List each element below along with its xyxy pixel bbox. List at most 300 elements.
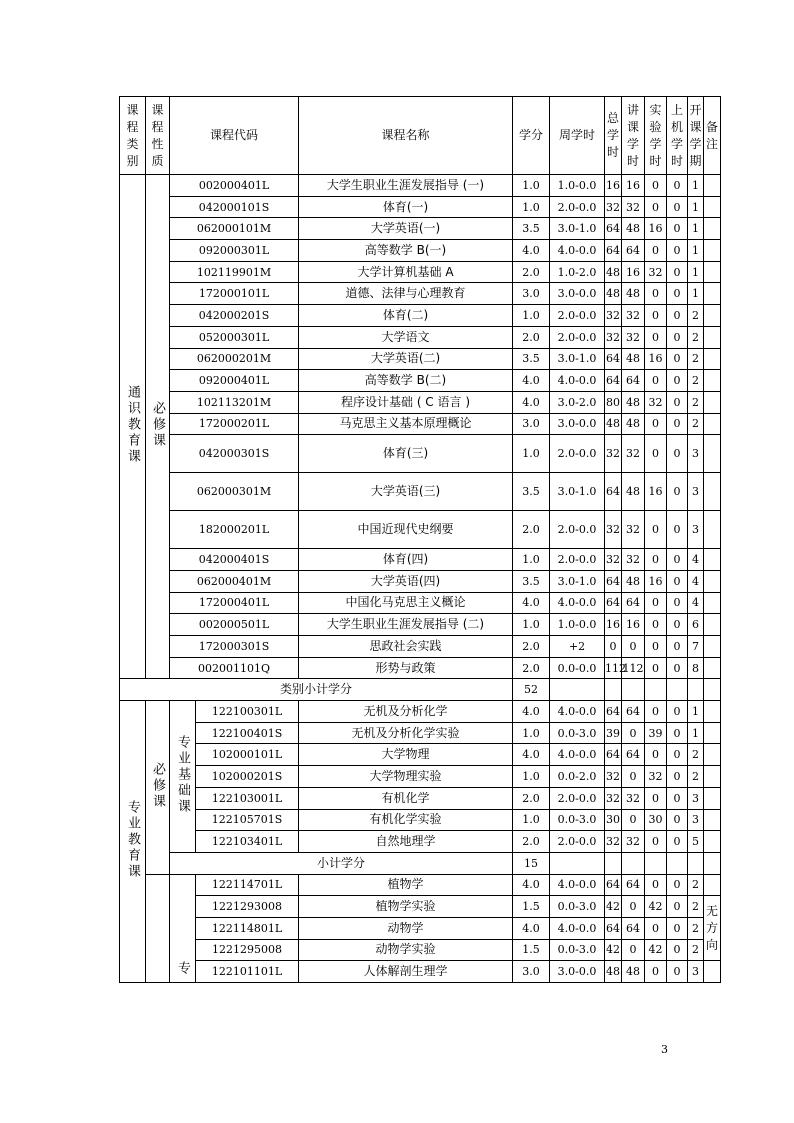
course-code: 102000101L xyxy=(196,744,299,766)
subtotal-label: 类别小计学分 xyxy=(120,679,513,701)
remark-cell xyxy=(704,196,721,218)
lecture-hours: 16 xyxy=(622,614,645,636)
header-row xyxy=(120,97,721,175)
category-label: 专业教育课 xyxy=(125,800,140,881)
table-row xyxy=(120,261,721,283)
credit: 3.5 xyxy=(513,570,550,592)
lecture-hours: 0 xyxy=(622,809,645,831)
remark-cell xyxy=(704,614,721,636)
course-name: 动物学实验 xyxy=(299,939,513,961)
subtype-foundation xyxy=(170,701,196,853)
lab-hours: 16 xyxy=(645,570,667,592)
remark-cell xyxy=(704,348,721,370)
remark-cell xyxy=(704,831,721,853)
semester: 2 xyxy=(688,370,704,392)
page-number: 3 xyxy=(661,1043,668,1056)
lecture-hours: 64 xyxy=(622,917,645,939)
remark-empty xyxy=(704,961,721,983)
course-name: 体育(二) xyxy=(299,305,513,327)
weekly-hours: 4.0-0.0 xyxy=(550,370,605,392)
lecture-hours: 48 xyxy=(622,473,645,511)
semester: 2 xyxy=(688,326,704,348)
semester: 3 xyxy=(688,511,704,549)
course-name: 中国化马克思主义概论 xyxy=(299,592,513,614)
computer-hours: 0 xyxy=(667,592,688,614)
semester: 7 xyxy=(688,636,704,658)
credit: 1.0 xyxy=(513,175,550,197)
computer-hours: 0 xyxy=(667,917,688,939)
remark-cell xyxy=(704,218,721,240)
lecture-hours: 32 xyxy=(622,326,645,348)
course-code: 122114801L xyxy=(196,917,299,939)
table-row xyxy=(120,240,721,262)
total-hours: 32 xyxy=(605,787,622,809)
credit: 4.0 xyxy=(513,240,550,262)
total-hours: 112 xyxy=(605,657,622,679)
total-hours: 64 xyxy=(605,874,622,896)
total-hours: 64 xyxy=(605,592,622,614)
total-hours: 0 xyxy=(605,636,622,658)
course-code: 122114701L xyxy=(196,874,299,896)
credit: 3.5 xyxy=(513,473,550,511)
total-hours: 64 xyxy=(605,218,622,240)
remark-cell xyxy=(704,435,721,473)
weekly-hours: 3.0-1.0 xyxy=(550,473,605,511)
course-name: 大学物理 xyxy=(299,744,513,766)
table-row xyxy=(120,413,721,435)
subtotal-value: 15 xyxy=(513,852,550,874)
computer-hours: 0 xyxy=(667,657,688,679)
table-row xyxy=(120,326,721,348)
remark-cell xyxy=(704,413,721,435)
computer-hours: 0 xyxy=(667,939,688,961)
category-general xyxy=(120,175,146,679)
total-hours: 64 xyxy=(605,917,622,939)
course-code: 172000201L xyxy=(170,413,299,435)
weekly-hours: 4.0-0.0 xyxy=(550,240,605,262)
credit: 4.0 xyxy=(513,592,550,614)
lecture-hours: 0 xyxy=(622,722,645,744)
table-row xyxy=(120,614,721,636)
course-code: 042000401S xyxy=(170,549,299,571)
computer-hours: 0 xyxy=(667,511,688,549)
lecture-hours: 32 xyxy=(622,511,645,549)
lecture-hours: 32 xyxy=(622,549,645,571)
lab-hours: 16 xyxy=(645,218,667,240)
header-semester: 开课学期 xyxy=(689,102,702,168)
empty-cell xyxy=(704,852,721,874)
lab-hours: 0 xyxy=(645,744,667,766)
course-name: 大学英语(一) xyxy=(299,218,513,240)
empty-cell xyxy=(704,679,721,701)
empty-cell xyxy=(550,679,605,701)
lecture-hours: 112 xyxy=(622,657,645,679)
course-code: 182000201L xyxy=(170,511,299,549)
course-code: 1221295008 xyxy=(196,939,299,961)
course-name: 体育(四) xyxy=(299,549,513,571)
semester: 1 xyxy=(688,218,704,240)
header-lecture-hours: 讲课学时 xyxy=(627,102,640,168)
lecture-hours: 0 xyxy=(622,766,645,788)
course-code: 002001101Q xyxy=(170,657,299,679)
lecture-hours: 16 xyxy=(622,175,645,197)
course-code: 062000301M xyxy=(170,473,299,511)
table-row xyxy=(120,391,721,413)
header-weekly-hours: 周学时 xyxy=(550,97,605,175)
table-row xyxy=(120,722,721,744)
lab-hours: 0 xyxy=(645,614,667,636)
remark-cell xyxy=(704,722,721,744)
credit: 1.0 xyxy=(513,722,550,744)
credit: 1.0 xyxy=(513,549,550,571)
computer-hours: 0 xyxy=(667,413,688,435)
course-code: 122101101L xyxy=(196,961,299,983)
semester: 1 xyxy=(688,196,704,218)
computer-hours: 0 xyxy=(667,326,688,348)
total-hours: 32 xyxy=(605,305,622,327)
computer-hours: 0 xyxy=(667,240,688,262)
table-row xyxy=(120,896,721,918)
semester: 1 xyxy=(688,283,704,305)
course-code: 002000401L xyxy=(170,175,299,197)
semester: 2 xyxy=(688,744,704,766)
total-hours: 30 xyxy=(605,809,622,831)
total-hours: 32 xyxy=(605,766,622,788)
remark-cell xyxy=(704,787,721,809)
remark-cell xyxy=(704,744,721,766)
total-hours: 64 xyxy=(605,348,622,370)
course-name: 动物学 xyxy=(299,917,513,939)
lecture-hours: 64 xyxy=(622,370,645,392)
semester: 5 xyxy=(688,831,704,853)
semester: 6 xyxy=(688,614,704,636)
credit: 3.5 xyxy=(513,348,550,370)
semester: 3 xyxy=(688,473,704,511)
credit: 3.0 xyxy=(513,283,550,305)
category-label: 通识教育课 xyxy=(125,385,140,466)
subtotal-row xyxy=(120,679,721,701)
lecture-hours: 48 xyxy=(622,391,645,413)
credit: 3.0 xyxy=(513,413,550,435)
credit: 2.0 xyxy=(513,636,550,658)
remark-text: 无方向 xyxy=(706,903,719,952)
remark-cell xyxy=(704,511,721,549)
subtotal-row xyxy=(120,852,721,874)
lecture-hours: 64 xyxy=(622,744,645,766)
computer-hours: 0 xyxy=(667,435,688,473)
semester: 2 xyxy=(688,348,704,370)
lab-hours: 0 xyxy=(645,240,667,262)
computer-hours: 0 xyxy=(667,370,688,392)
course-name: 大学语文 xyxy=(299,326,513,348)
weekly-hours: 3.0-1.0 xyxy=(550,218,605,240)
remark-empty xyxy=(704,874,721,896)
course-code: 172000401L xyxy=(170,592,299,614)
total-hours: 48 xyxy=(605,961,622,983)
course-code: 062000401M xyxy=(170,570,299,592)
nature-empty xyxy=(146,874,170,982)
weekly-hours: 3.0-1.0 xyxy=(550,570,605,592)
course-code: 102119901M xyxy=(170,261,299,283)
semester: 2 xyxy=(688,391,704,413)
semester: 3 xyxy=(688,809,704,831)
lecture-hours: 48 xyxy=(622,570,645,592)
empty-cell xyxy=(622,679,645,701)
credit: 4.0 xyxy=(513,874,550,896)
lab-hours: 0 xyxy=(645,413,667,435)
credit: 4.0 xyxy=(513,391,550,413)
table-row xyxy=(120,874,721,896)
lecture-hours: 0 xyxy=(622,896,645,918)
credit: 4.0 xyxy=(513,370,550,392)
header-computer-hours: 上机学时 xyxy=(671,102,684,168)
credit: 1.5 xyxy=(513,896,550,918)
nature-required xyxy=(146,701,170,875)
table-row xyxy=(120,592,721,614)
subtotal-label: 小计学分 xyxy=(170,852,513,874)
nature-label: 必修课 xyxy=(150,761,165,810)
weekly-hours: 4.0-0.0 xyxy=(550,592,605,614)
lecture-hours: 32 xyxy=(622,435,645,473)
credit: 2.0 xyxy=(513,511,550,549)
course-code: 122105701S xyxy=(196,809,299,831)
total-hours: 64 xyxy=(605,473,622,511)
computer-hours: 0 xyxy=(667,614,688,636)
weekly-hours: 4.0-0.0 xyxy=(550,874,605,896)
remark-cell xyxy=(704,326,721,348)
table-row xyxy=(120,196,721,218)
table-row xyxy=(120,435,721,473)
weekly-hours: 2.0-0.0 xyxy=(550,831,605,853)
computer-hours: 0 xyxy=(667,874,688,896)
total-hours: 80 xyxy=(605,391,622,413)
computer-hours: 0 xyxy=(667,701,688,723)
total-hours: 42 xyxy=(605,896,622,918)
semester: 1 xyxy=(688,175,704,197)
table-row xyxy=(120,766,721,788)
course-code: 092000301L xyxy=(170,240,299,262)
weekly-hours: 3.0-0.0 xyxy=(550,283,605,305)
table-row xyxy=(120,701,721,723)
course-name: 思政社会实践 xyxy=(299,636,513,658)
header-nature: 课程性质 xyxy=(151,102,164,168)
weekly-hours: 0.0-3.0 xyxy=(550,896,605,918)
computer-hours: 0 xyxy=(667,218,688,240)
weekly-hours: 0.0-3.0 xyxy=(550,809,605,831)
total-hours: 32 xyxy=(605,511,622,549)
lab-hours: 0 xyxy=(645,326,667,348)
computer-hours: 0 xyxy=(667,896,688,918)
computer-hours: 0 xyxy=(667,348,688,370)
empty-cell xyxy=(667,679,688,701)
remark-cell xyxy=(704,570,721,592)
credit: 1.0 xyxy=(513,809,550,831)
table-row xyxy=(120,511,721,549)
weekly-hours: 2.0-0.0 xyxy=(550,305,605,327)
table-row xyxy=(120,570,721,592)
lab-hours: 0 xyxy=(645,961,667,983)
table-row xyxy=(120,939,721,961)
credit: 1.5 xyxy=(513,939,550,961)
computer-hours: 0 xyxy=(667,636,688,658)
computer-hours: 0 xyxy=(667,744,688,766)
lecture-hours: 64 xyxy=(622,701,645,723)
weekly-hours: 0.0-3.0 xyxy=(550,939,605,961)
computer-hours: 0 xyxy=(667,787,688,809)
subtype-label: 专 xyxy=(175,961,190,977)
table-row xyxy=(120,370,721,392)
credit: 2.0 xyxy=(513,831,550,853)
semester: 1 xyxy=(688,701,704,723)
semester: 2 xyxy=(688,917,704,939)
total-hours: 48 xyxy=(605,283,622,305)
lab-hours: 16 xyxy=(645,348,667,370)
total-hours: 32 xyxy=(605,549,622,571)
remark-cell xyxy=(704,701,721,723)
weekly-hours: +2 xyxy=(550,636,605,658)
course-name: 无机及分析化学 xyxy=(299,701,513,723)
empty-cell xyxy=(645,679,667,701)
course-code: 122103001L xyxy=(196,787,299,809)
lab-hours: 0 xyxy=(645,592,667,614)
remark-cell xyxy=(704,240,721,262)
table-row xyxy=(120,283,721,305)
table-row xyxy=(120,549,721,571)
semester: 8 xyxy=(688,657,704,679)
course-code: 092000401L xyxy=(170,370,299,392)
lab-hours: 0 xyxy=(645,196,667,218)
credit: 4.0 xyxy=(513,701,550,723)
remark-cell xyxy=(704,896,721,961)
header-credit: 学分 xyxy=(513,97,550,175)
computer-hours: 0 xyxy=(667,549,688,571)
credit: 4.0 xyxy=(513,917,550,939)
weekly-hours: 3.0-1.0 xyxy=(550,348,605,370)
semester: 2 xyxy=(688,305,704,327)
empty-cell xyxy=(667,852,688,874)
lab-hours: 0 xyxy=(645,874,667,896)
course-name: 高等数学 B(一) xyxy=(299,240,513,262)
weekly-hours: 2.0-0.0 xyxy=(550,326,605,348)
course-name: 高等数学 B(二) xyxy=(299,370,513,392)
course-name: 人体解剖生理学 xyxy=(299,961,513,983)
weekly-hours: 3.0-2.0 xyxy=(550,391,605,413)
empty-cell xyxy=(605,852,622,874)
lab-hours: 0 xyxy=(645,787,667,809)
course-name: 体育(一) xyxy=(299,196,513,218)
subtotal-value: 52 xyxy=(513,679,550,701)
category-professional xyxy=(120,701,146,983)
weekly-hours: 1.0-0.0 xyxy=(550,175,605,197)
weekly-hours: 4.0-0.0 xyxy=(550,917,605,939)
table-row xyxy=(120,787,721,809)
course-code: 062000101M xyxy=(170,218,299,240)
lecture-hours: 0 xyxy=(622,636,645,658)
weekly-hours: 3.0-0.0 xyxy=(550,961,605,983)
course-name: 中国近现代史纲要 xyxy=(299,511,513,549)
remark-cell xyxy=(704,473,721,511)
lab-hours: 0 xyxy=(645,831,667,853)
credit: 3.5 xyxy=(513,218,550,240)
semester: 4 xyxy=(688,570,704,592)
semester: 4 xyxy=(688,592,704,614)
lab-hours: 32 xyxy=(645,391,667,413)
course-name: 马克思主义基本原理概论 xyxy=(299,413,513,435)
total-hours: 64 xyxy=(605,240,622,262)
weekly-hours: 0.0-0.0 xyxy=(550,657,605,679)
credit: 1.0 xyxy=(513,766,550,788)
lecture-hours: 0 xyxy=(622,939,645,961)
semester: 1 xyxy=(688,261,704,283)
lab-hours: 16 xyxy=(645,473,667,511)
semester: 2 xyxy=(688,939,704,961)
table-row xyxy=(120,305,721,327)
course-code: 172000301S xyxy=(170,636,299,658)
computer-hours: 0 xyxy=(667,722,688,744)
remark-cell xyxy=(704,549,721,571)
header-lab-hours: 实验学时 xyxy=(649,102,662,168)
semester: 1 xyxy=(688,722,704,744)
course-name: 道德、法律与心理教育 xyxy=(299,283,513,305)
weekly-hours: 0.0-3.0 xyxy=(550,722,605,744)
semester: 4 xyxy=(688,549,704,571)
credit: 1.0 xyxy=(513,435,550,473)
total-hours: 32 xyxy=(605,831,622,853)
course-plan-table xyxy=(119,96,721,983)
credit: 1.0 xyxy=(513,614,550,636)
remark-cell xyxy=(704,261,721,283)
empty-cell xyxy=(688,679,704,701)
computer-hours: 0 xyxy=(667,261,688,283)
lab-hours: 32 xyxy=(645,766,667,788)
lab-hours: 0 xyxy=(645,175,667,197)
table-row xyxy=(120,744,721,766)
lecture-hours: 48 xyxy=(622,348,645,370)
total-hours: 64 xyxy=(605,744,622,766)
computer-hours: 0 xyxy=(667,809,688,831)
lecture-hours: 48 xyxy=(622,961,645,983)
table-row xyxy=(120,218,721,240)
course-name: 自然地理学 xyxy=(299,831,513,853)
total-hours: 32 xyxy=(605,435,622,473)
total-hours: 48 xyxy=(605,413,622,435)
credit: 4.0 xyxy=(513,744,550,766)
total-hours: 16 xyxy=(605,614,622,636)
weekly-hours: 1.0-0.0 xyxy=(550,614,605,636)
remark-cell xyxy=(704,370,721,392)
lab-hours: 0 xyxy=(645,636,667,658)
lab-hours: 30 xyxy=(645,809,667,831)
nature-label: 必修课 xyxy=(150,401,165,450)
total-hours: 16 xyxy=(605,175,622,197)
computer-hours: 0 xyxy=(667,831,688,853)
computer-hours: 0 xyxy=(667,391,688,413)
lab-hours: 0 xyxy=(645,370,667,392)
lecture-hours: 48 xyxy=(622,413,645,435)
course-name: 程序设计基础 ( C 语言 ) xyxy=(299,391,513,413)
lab-hours: 0 xyxy=(645,305,667,327)
computer-hours: 0 xyxy=(667,570,688,592)
computer-hours: 0 xyxy=(667,305,688,327)
computer-hours: 0 xyxy=(667,766,688,788)
course-name: 大学英语(四) xyxy=(299,570,513,592)
course-code: 042000101S xyxy=(170,196,299,218)
header-total-hours: 总学时 xyxy=(607,111,620,159)
weekly-hours: 2.0-0.0 xyxy=(550,787,605,809)
empty-cell xyxy=(605,679,622,701)
semester: 2 xyxy=(688,896,704,918)
weekly-hours: 4.0-0.0 xyxy=(550,701,605,723)
